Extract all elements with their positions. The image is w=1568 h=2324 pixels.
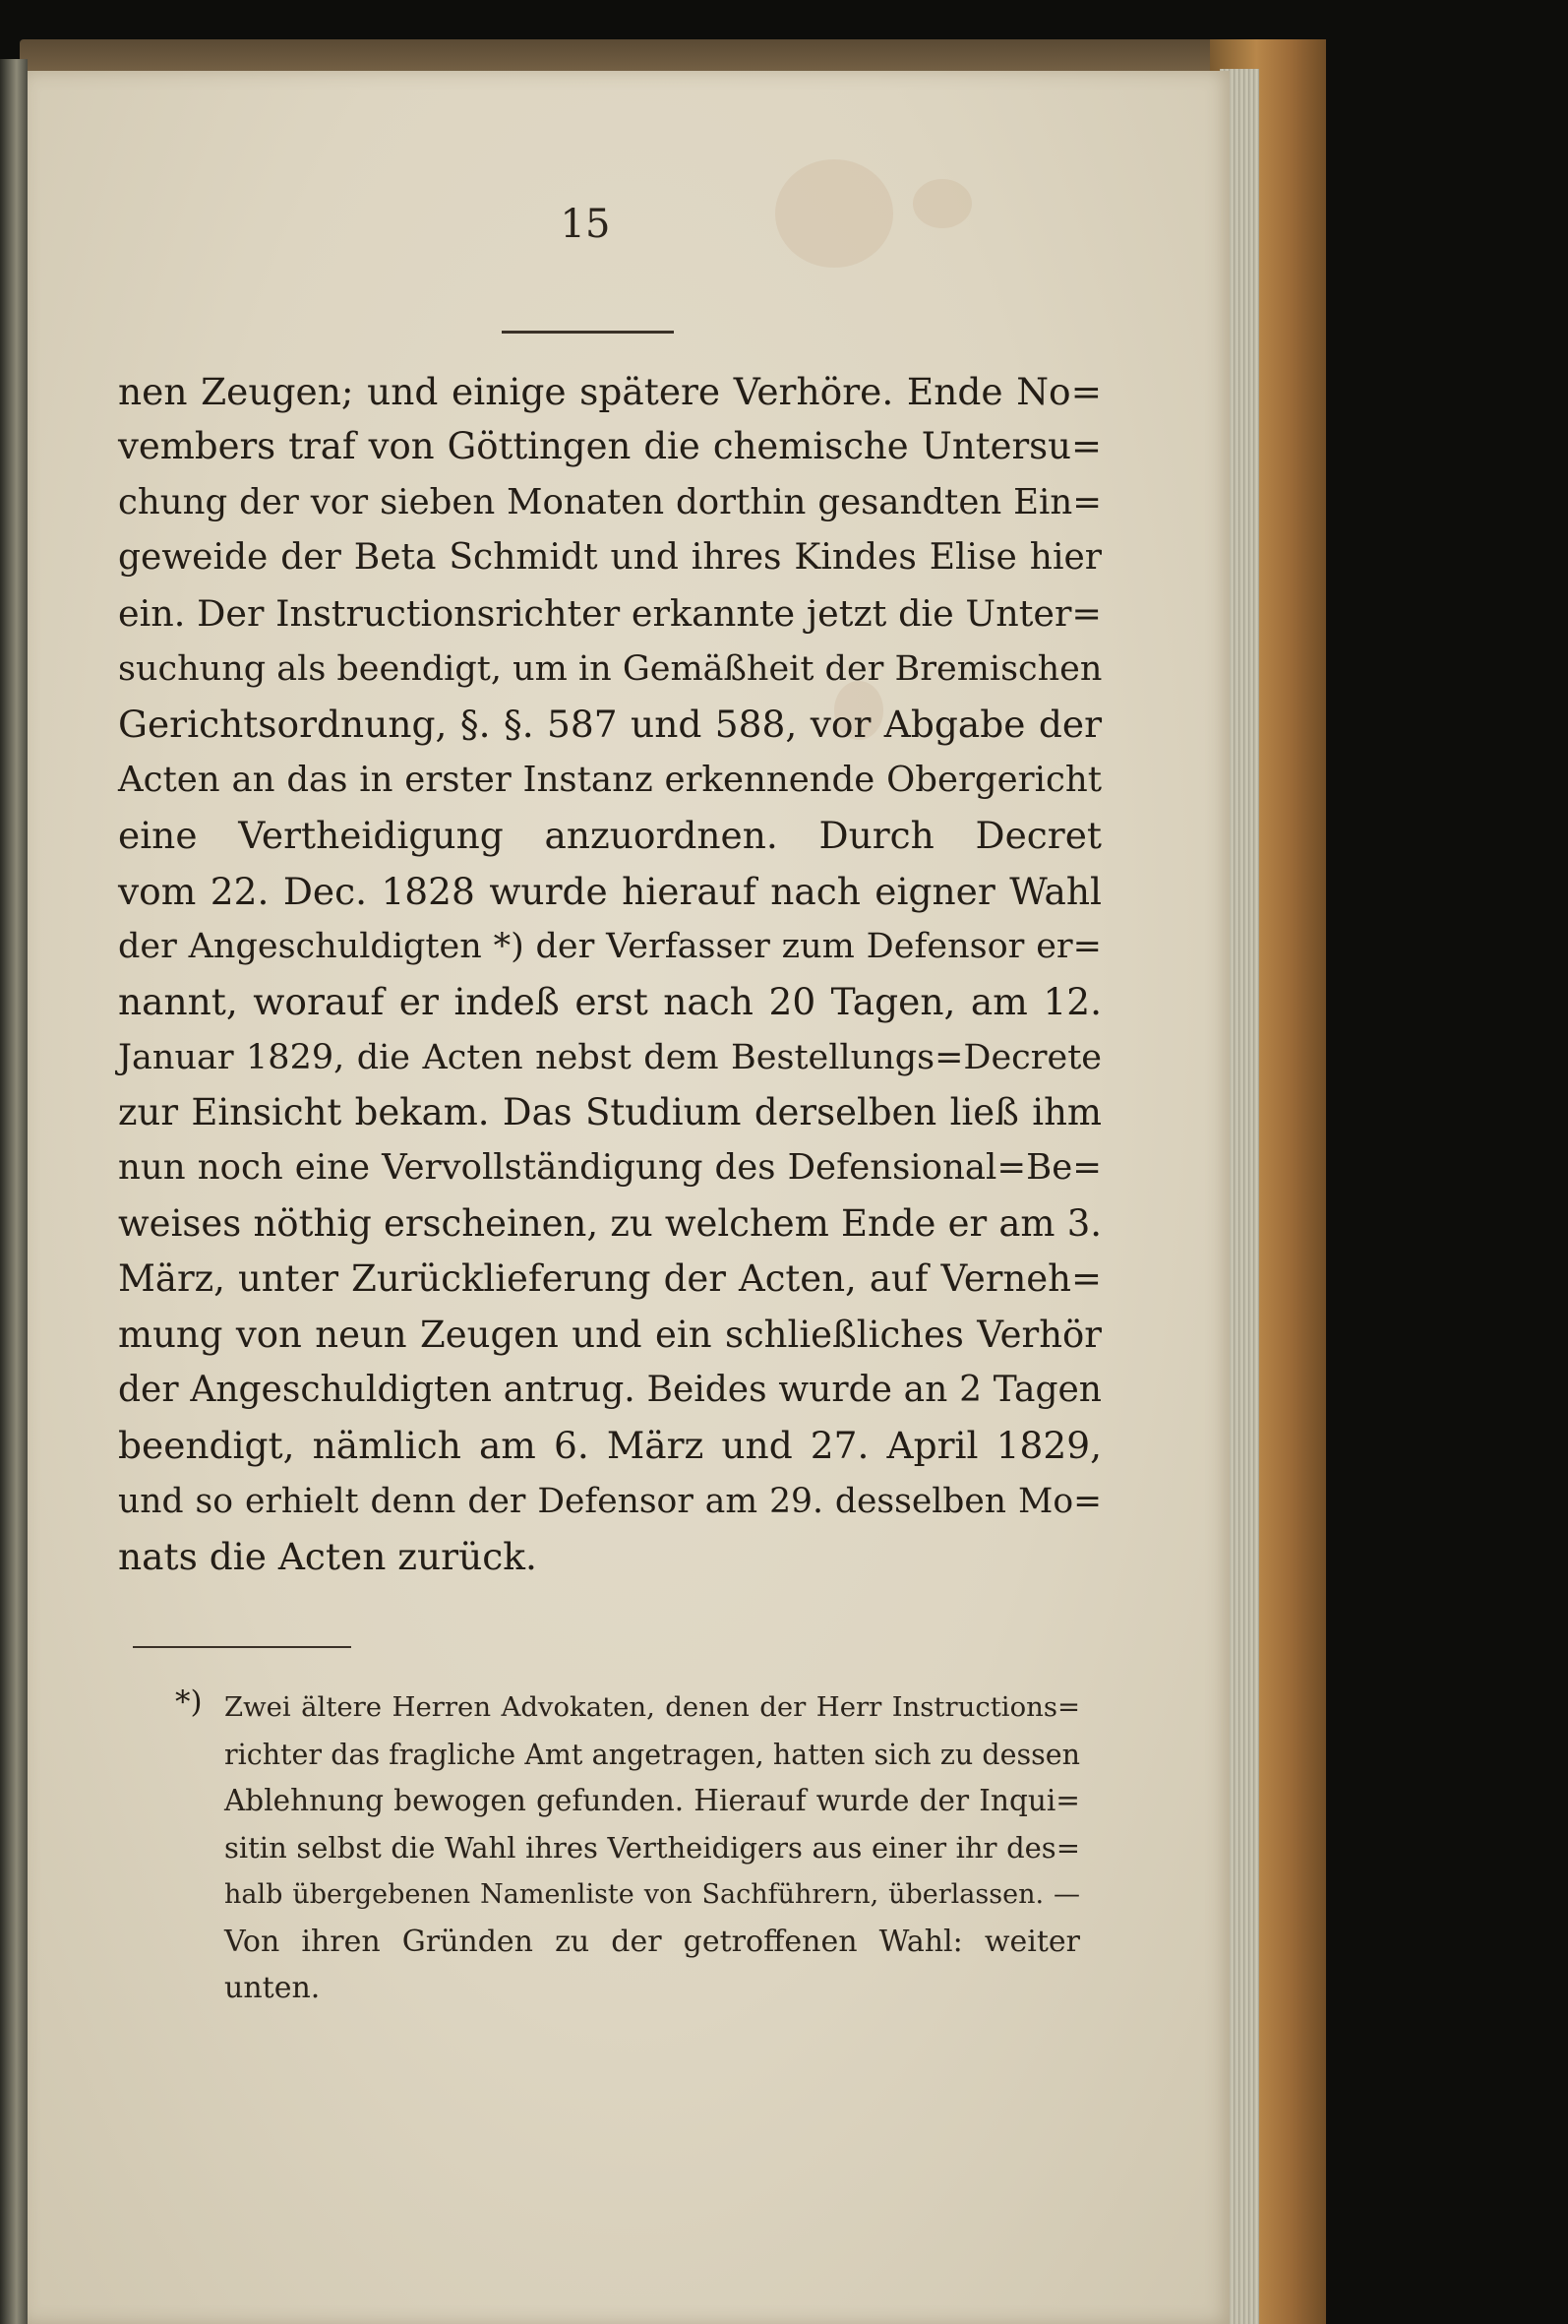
footnote-marker: *) (175, 1684, 203, 1720)
footnote-line: richter das fragliche Amt angetragen, hatten sich zu dessen (224, 1738, 1080, 1771)
text-line: der Angeschuldigten *) der Verfasser zum Defensor er= (118, 926, 1102, 966)
text-line: nun noch eine Vervollständigung des Defensional=Be= (118, 1147, 1102, 1189)
text-line: geweide der Beta Schmidt und ihres Kindes Elise hier (118, 537, 1102, 579)
text-line: Gerichtsordnung, §. §. 587 und 588, vor Abgabe der (118, 703, 1102, 747)
paper-stain (775, 159, 893, 268)
facing-page-edge (0, 59, 28, 2324)
page-number: 15 (560, 202, 611, 247)
text-line: Acten an das in erster Instanz erkennende Obergericht (118, 759, 1102, 800)
footnote-text (224, 1684, 1080, 2012)
text-line: vembers traf von Göttingen die chemische Untersu= (118, 425, 1102, 468)
text-line: Januar 1829, die Acten nebst dem Bestellungs=Decrete (118, 1037, 1102, 1077)
text-line: März, unter Zurücklieferung der Acten, auf Verneh= (118, 1257, 1102, 1301)
text-line: ein. Der Instructionsrichter erkannte jetzt die Unter= (118, 591, 1102, 635)
body-text (118, 364, 1102, 1585)
footnote-rule (133, 1646, 351, 1648)
text-line: der Angeschuldigten antrug. Beides wurde an 2 Tagen (118, 1370, 1102, 1411)
text-line: nats die Acten zurück. (118, 1535, 537, 1579)
text-line: nen Zeugen; und einige spätere Verhöre. Ende No= (118, 370, 1102, 413)
footnote-line: halb übergebenen Namenliste von Sachführern, überlassen. — (224, 1879, 1080, 1910)
text-line: suchung als beendigt, um in Gemäßheit der Bremischen (118, 648, 1103, 689)
text-line: mung von neun Zeugen und ein schließliches Verhör (118, 1313, 1102, 1356)
footnote-line: unten. (224, 1971, 321, 2005)
footnote-line: Zwei ältere Herren Advokaten, denen der Herr Instructions= (224, 1691, 1080, 1723)
text-line: nannt, worauf er indeß erst nach 20 Tagen, am 12. (118, 980, 1102, 1024)
header-rule (502, 331, 674, 334)
text-line: vom 22. Dec. 1828 wurde hierauf nach eigner Wahl (118, 869, 1102, 913)
text-line: eine Vertheidigung anzuordnen. Durch Decret (118, 814, 1102, 858)
text-line: chung der vor sieben Monaten dorthin gesandten Ein= (118, 481, 1102, 522)
text-line: beendigt, nämlich am 6. März und 27. April 1829, (118, 1424, 1102, 1468)
paper-stain (913, 179, 972, 228)
text-line: weises nöthig erscheinen, zu welchem Ende er am 3. (118, 1201, 1102, 1245)
footnote-line: sitin selbst die Wahl ihres Vertheidigers aus einer ihr des= (224, 1830, 1080, 1865)
footnote-line: Ablehnung bewogen gefunden. Hierauf wurde der Inqui= (224, 1784, 1080, 1817)
text-line: und so erhielt denn der Defensor am 29. desselben Mo= (118, 1481, 1102, 1521)
footnote-line: Von ihren Gründen zu der getroffenen Wahl: weiter (224, 1924, 1080, 1959)
text-line: zur Einsicht bekam. Das Studium derselben ließ ihm (118, 1091, 1102, 1134)
